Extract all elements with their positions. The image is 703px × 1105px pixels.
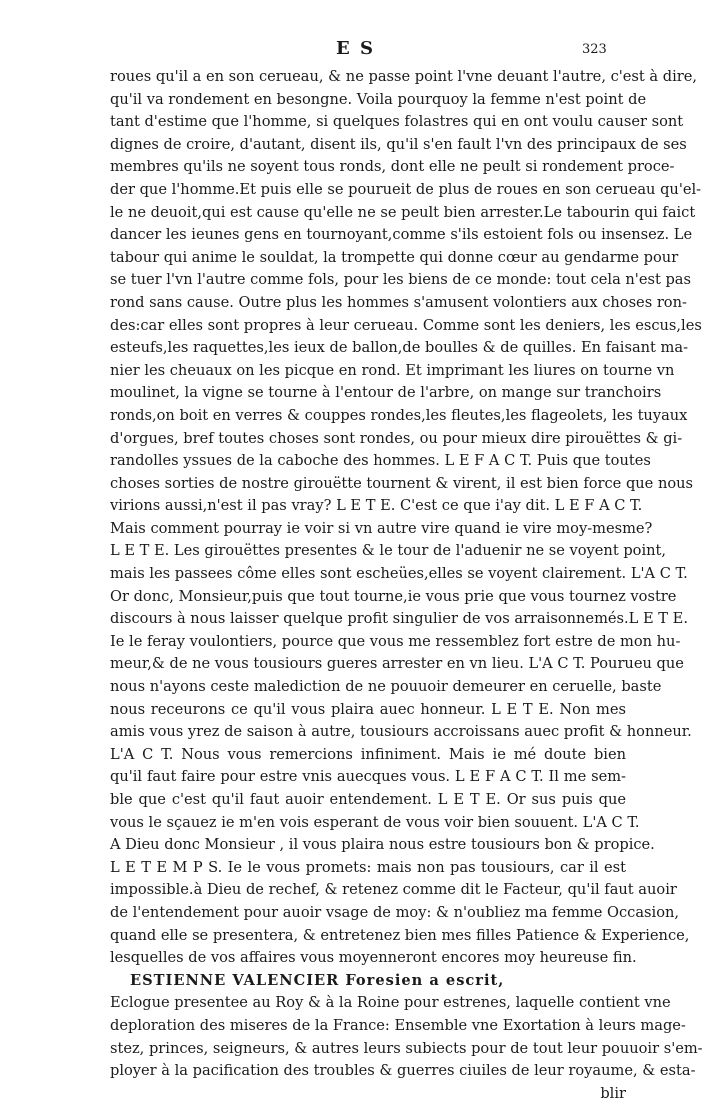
text-line: L E T E M P S. Ie le vous promets: mais non pas tousiours, car il est	[110, 858, 626, 876]
text-line: de l'entendement pour auoir vsage de moy: & n'oubliez ma femme Occasion,	[110, 903, 680, 921]
text-line: quand elle se presentera, & entretenez bien mes filles Patience & Experience,	[110, 926, 690, 944]
page-header	[0, 38, 696, 64]
text-line: roues qu'il a en son cerueau, & ne passe point l'vne deuant l'autre, c'est à dire,	[110, 68, 698, 85]
body-text	[110, 66, 703, 1105]
text-line: meur,& de ne vous tousiours gueres arrester en vn lieu. L'A C T. Pourueu que	[110, 655, 684, 673]
text-line: rond sans cause. Outre plus les hommes s'amusent volontiers aux choses ron-	[110, 293, 687, 311]
text-line: ble que c'est qu'il faut auoir entendement. L E T E. Or sus puis que	[110, 791, 626, 808]
text-line: L'A C T. Nous vous remercions infiniment. Mais ie mé doute bien	[110, 745, 626, 763]
text-line: tabour qui anime le souldat, la trompette qui donne cœur au gendarme pour	[110, 248, 679, 266]
text-line: membres qu'ils ne soyent tous ronds, dont elle ne peult si rondement proce-	[110, 158, 675, 176]
entry-heading: ESTIENNE VALENCIER Foresien a escrit,	[130, 971, 505, 989]
text-line: mais les passees côme elles sont escheües,elles se voyent clairement. L'A C T.	[110, 565, 688, 583]
page-number: 323	[582, 42, 607, 57]
text-line: Ie le feray voulontiers, pource que vous me ressemblez fort estre de mon hu-	[110, 632, 681, 650]
text-line: A Dieu donc Monsieur , il vous plaira nous estre tousiours bon & propice.	[110, 836, 655, 854]
text-line: vous le sçauez ie m'en vois esperant de vous voir bien souuent. L'A C T.	[110, 813, 640, 831]
text-line: Or donc, Monsieur,puis que tout tourne,ie vous prie que vous tournez vostre	[110, 587, 677, 605]
text-line: le ne deuoit,qui est cause qu'elle ne se peult bien arrester.Le tabourin qui faict	[110, 203, 696, 221]
text-line: nier les cheuaux on les picque en rond. Et imprimant les liures on tourne vn	[110, 361, 675, 379]
text-line: esteufs,les raquettes,les ieux de ballon,de boulles & de quilles. En faisant ma-	[110, 339, 689, 357]
text-line: L E T E. Les girouëttes presentes & le tour de l'aduenir ne se voyent point,	[110, 542, 667, 560]
text-line: tant d'estime que l'homme, si quelques folastres qui en ont voulu causer sont	[110, 113, 684, 131]
text-line: dancer les ieunes gens en tournoyant,comme s'ils estoient fols ou insensez. Le	[110, 226, 693, 244]
catchword: blir	[600, 1084, 626, 1102]
text-line: nous n'ayons ceste malediction de ne pouuoir demeurer en ceruelle, baste	[110, 678, 662, 696]
text-line: Mais comment pourray ie voir si vn autre vire quand ie vire moy-mesme?	[110, 519, 653, 537]
text-line: choses sorties de nostre girouëtte tournent & virent, il est bien force que nous	[110, 474, 694, 492]
entry-line: Eclogue presentee au Roy & à la Roine pour estrenes, laquelle contient vne	[110, 994, 671, 1012]
text-line: der que l'homme.Et puis elle se pourueit de plus de roues en son cerueau qu'el-	[110, 180, 702, 198]
entry-line: ployer à la pacification des troubles & guerres ciuiles de leur royaume, & esta-	[110, 1062, 696, 1080]
text-line: dignes de croire, d'autant, disent ils, qu'il s'en fault l'vn des principaux de ses	[110, 135, 687, 153]
text-line: discours à nous laisser quelque profit singulier de vos arraisonnemés.L E T E.	[110, 610, 688, 628]
text-line: virions aussi,n'est il pas vray? L E T E. C'est ce que i'ay dit. L E F A C T.	[110, 497, 643, 515]
running-head: E S	[336, 38, 375, 59]
text-line: qu'il va rondement en besongne. Voila pourquoy la femme n'est point de	[110, 90, 647, 108]
text-line: ronds,on boit en verres & couppes rondes,les fleutes,les flageolets, les tuyaux	[110, 406, 688, 424]
entry-line: deploration des miseres de la France: Ensemble vne Exortation à leurs mage-	[110, 1016, 686, 1034]
text-line: se tuer l'vn l'autre comme fols, pour les biens de ce monde: tout cela n'est pas	[110, 271, 691, 289]
text-line: randolles yssues de la caboche des hommes. L E F A C T. Puis que toutes	[110, 452, 651, 470]
text-line: d'orgues, bref toutes choses sont rondes, ou pour mieux dire pirouëttes & gi-	[110, 429, 683, 447]
text-line: nous receurons ce qu'il vous plaira auec honneur. L E T E. Non mes	[110, 700, 626, 718]
text-line: qu'il faut faire pour estre vnis auecques vous. L E F A C T. Il me sem-	[110, 768, 626, 786]
entry-line: stez, princes, seigneurs, & autres leurs subiects pour de tout leur pouuoir s'em-	[110, 1039, 703, 1057]
text-line: amis vous yrez de saison à autre, tousiours accroissans auec profit & honneur.	[110, 723, 692, 741]
text-line: lesquelles de vos affaires vous moyenneront encores moy heureuse fin.	[110, 949, 637, 967]
text-line: moulinet, la vigne se tourne à l'entour de l'arbre, on mange sur tranchoirs	[110, 384, 662, 402]
text-line: des:car elles sont propres à leur cerueau. Comme sont les deniers, les escus,les	[110, 316, 702, 334]
text-line: impossible.à Dieu de rechef, & retenez comme dit le Facteur, qu'il faut auoir	[110, 881, 677, 899]
